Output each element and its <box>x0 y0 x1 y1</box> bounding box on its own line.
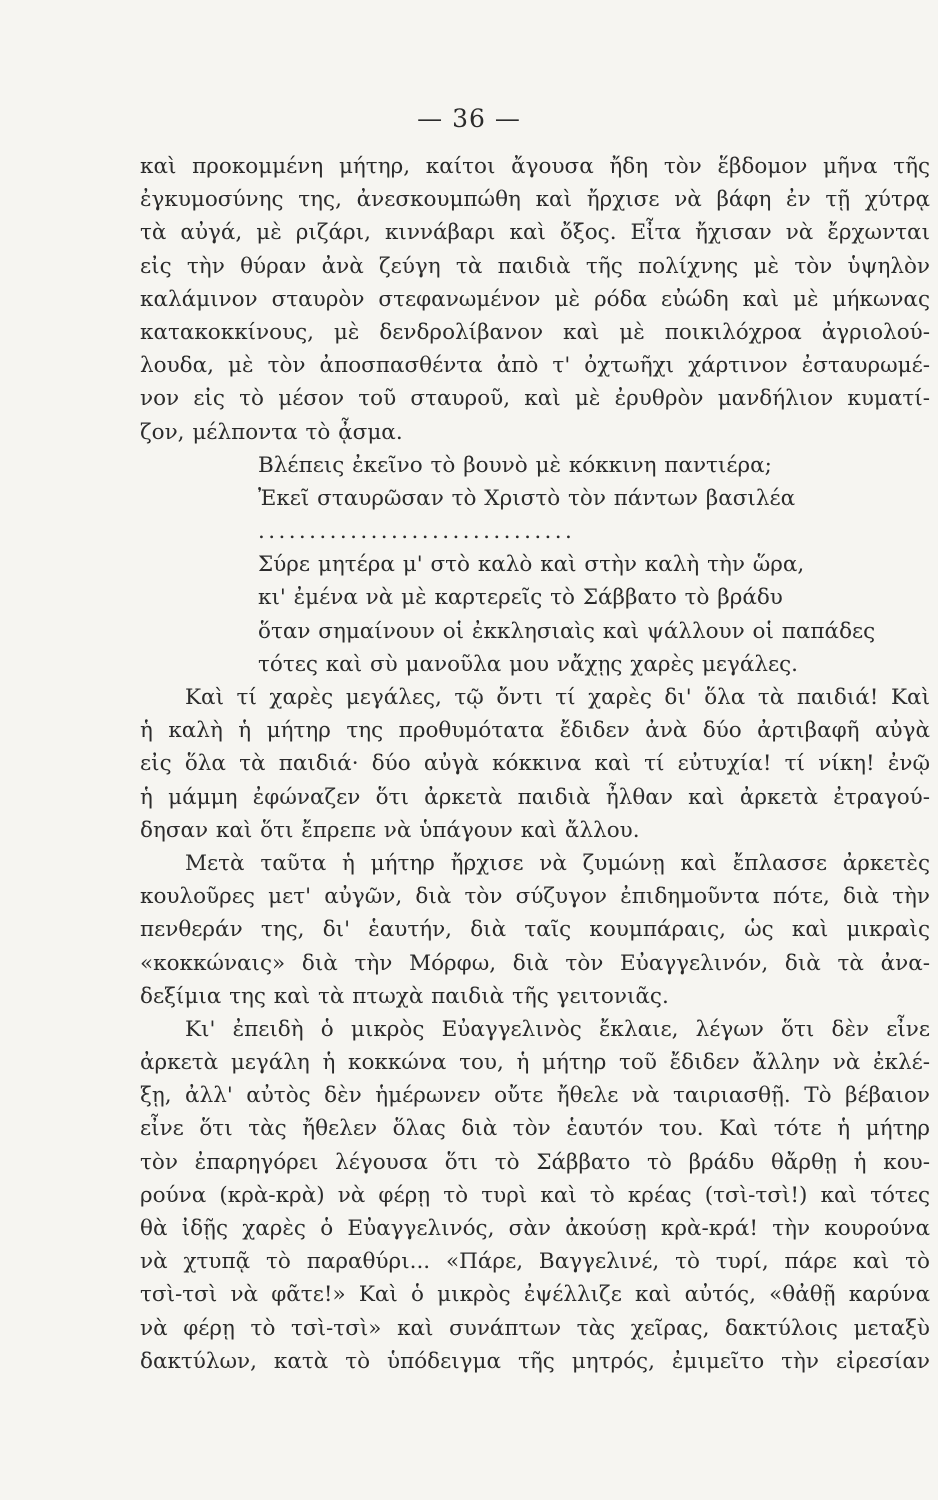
text-line: δησαν καὶ ὅτι ἔπρεπε νὰ ὑπάγουν καὶ ἄλλου. <box>140 817 640 843</box>
verse-line: ὅταν σημαίνουν οἱ ἐκκλησιαὶς καὶ ψάλλουν οἱ παπάδες <box>258 618 876 644</box>
verse-line: τότες καὶ σὺ μανοῦλα μου νἄχῃς χαρὲς μεγάλες. <box>258 651 799 677</box>
text-line: Κι' ἐπειδὴ ὁ μικρὸς Εὐαγγελινὸς ἔκλαιε, λέγων ὅτι δὲν εἶνε <box>185 1016 930 1042</box>
text-line: «κοκκώναις» διὰ τὴν Μόρφω, διὰ τὸν Εὐαγγελινόν, διὰ τὰ ἀνα- <box>140 950 930 976</box>
text-line: θὰ ἰδῇς χαρὲς ὁ Εὐαγγελινός, σὰν ἀκούσῃ κρὰ-κρά! τὴν κουρούνα <box>140 1216 930 1241</box>
text-line: ζον, μέλποντα τὸ ᾆσμα. <box>140 419 403 445</box>
text-line: νὰ φέρῃ τὸ τσὶ-τσὶ» καὶ συνάπτων τὰς χεῖρας, δακτύλοις μεταξὺ <box>140 1315 930 1341</box>
ellipsis-divider: ............................... <box>258 519 576 545</box>
text-line: νὰ χτυπᾷ τὸ παραθύρι... «Πάρε, Βαγγελινέ, τὸ τυρί, πάρε καὶ τὸ <box>140 1249 930 1275</box>
text-line: εἰς τὴν θύραν ἀνὰ ζεύγη τὰ παιδιὰ τῆς πολίχνης μὲ τὸν ὑψηλὸν <box>140 253 930 279</box>
text-line: ἀρκετὰ μεγάλη ἡ κοκκώνα του, ἡ μήτηρ τοῦ ἔδιδεν ἄλλην νὰ ἐκλέ- <box>140 1050 930 1076</box>
text-line: δακτύλων, κατὰ τὸ ὑπόδειγμα τῆς μητρός, ἐμιμεῖτο τὴν εἰρεσίαν <box>140 1348 930 1374</box>
text-line: Μετὰ ταῦτα ἡ μήτηρ ἤρχισε νὰ ζυμώνῃ καὶ ἔπλασσε ἀρκετὲς <box>185 850 930 876</box>
text-line: ξῃ, ἀλλ' αὐτὸς δὲν ἡμέρωνεν οὔτε ἤθελε νὰ ταιριασθῇ. Τὸ βέβαιον <box>140 1083 930 1109</box>
verse-line: κι' ἐμένα νὰ μὲ καρτερεῖς τὸ Σάββατο τὸ βράδυ <box>258 585 783 611</box>
verse-line: Βλέπεις ἐκεῖνο τὸ βουνὸ μὲ κόκκινη παντιέρα; <box>258 452 772 478</box>
text-line: καὶ προκομμένη μήτηρ, καίτοι ἄγουσα ἤδη τὸν ἕβδομον μῆνα τῆς <box>140 154 930 179</box>
text-line: ρούνα (κρὰ-κρὰ) νὰ φέρῃ τὸ τυρὶ καὶ τὸ κρέας (τσὶ-τσὶ!) καὶ τότες <box>140 1182 930 1208</box>
text-line: κουλοῦρες μετ' αὐγῶν, διὰ τὸν σύζυγον ἐπιδημοῦντα πότε, διὰ τὴν <box>140 884 930 910</box>
text-line: λουδα, μὲ τὸν ἀποσπασθέντα ἀπὸ τ' ὀχτωῆχι χάρτινον ἐσταυρωμέ- <box>140 353 930 379</box>
text-line: ἡ μάμμη ἐφώναζεν ὅτι ἀρκετὰ παιδιὰ ἦλθαν καὶ ἀρκετὰ ἐτραγού- <box>140 784 930 810</box>
text-line: Καὶ τί χαρὲς μεγάλες, τῷ ὄντι τί χαρὲς δι' ὅλα τὰ παιδιά! Καὶ <box>185 685 930 710</box>
text-line: νον εἰς τὸ μέσον τοῦ σταυροῦ, καὶ μὲ ἐρυθρὸν μανδήλιον κυματί- <box>140 386 930 412</box>
text-line: κατακοκκίνους, μὲ δενδρολίβανον καὶ μὲ ποικιλόχροα ἀγριολού- <box>140 319 930 345</box>
text-line: δεξίμια της καὶ τὰ πτωχὰ παιδιὰ τῆς γειτονιᾶς. <box>140 983 669 1009</box>
page-number: — 36 — <box>417 104 521 133</box>
verse-line: Ἐκεῖ σταυρῶσαν τὸ Χριστὸ τὸν πάντων βασιλέα <box>258 485 796 511</box>
text-line: εἶνε ὅτι τὰς ἤθελεν ὅλας διὰ τὸν ἑαυτόν του. Καὶ τότε ἡ μήτηρ <box>140 1116 930 1142</box>
text-line: τὸν ἐπαρηγόρει λέγουσα ὅτι τὸ Σάββατο τὸ βράδυ θἄρθῃ ἡ κου- <box>140 1149 930 1175</box>
text-line: καλάμινον σταυρὸν στεφανωμένον μὲ ρόδα εὐώδη καὶ μὲ μήκωνας <box>140 286 930 312</box>
text-line: εἰς ὅλα τὰ παιδιά· δύο αὐγὰ κόκκινα καὶ τί εὐτυχία! τί νίκη! ἐνῷ <box>140 751 930 777</box>
body-text <box>140 150 930 1378</box>
text-line: τὰ αὐγά, μὲ ριζάρι, κιννάβαρι καὶ ὄξος. Εἶτα ἤχισαν νὰ ἔρχωνται <box>140 220 930 246</box>
text-line: ἡ καλὴ ἡ μήτηρ της προθυμότατα ἔδιδεν ἀνὰ δύο ἀρτιβαφῆ αὐγὰ <box>140 718 930 744</box>
verse-line: Σύρε μητέρα μ' στὸ καλὸ καὶ στὴν καλὴ τὴν ὥρα, <box>258 552 805 578</box>
text-line: πενθεράν της, δι' ἑαυτήν, διὰ ταῖς κουμπάραις, ὡς καὶ μικραὶς <box>140 917 930 943</box>
text-line: τσὶ-τσὶ νὰ φᾶτε!» Καὶ ὁ μικρὸς ἐψέλλιζε καὶ αὐτός, «θἀθῇ καρύνα <box>140 1282 930 1308</box>
text-line: ἐγκυμοσύνης της, ἀνεσκουμπώθη καὶ ἤρχισε νὰ βάφη ἐν τῇ χύτρᾳ <box>140 187 930 213</box>
